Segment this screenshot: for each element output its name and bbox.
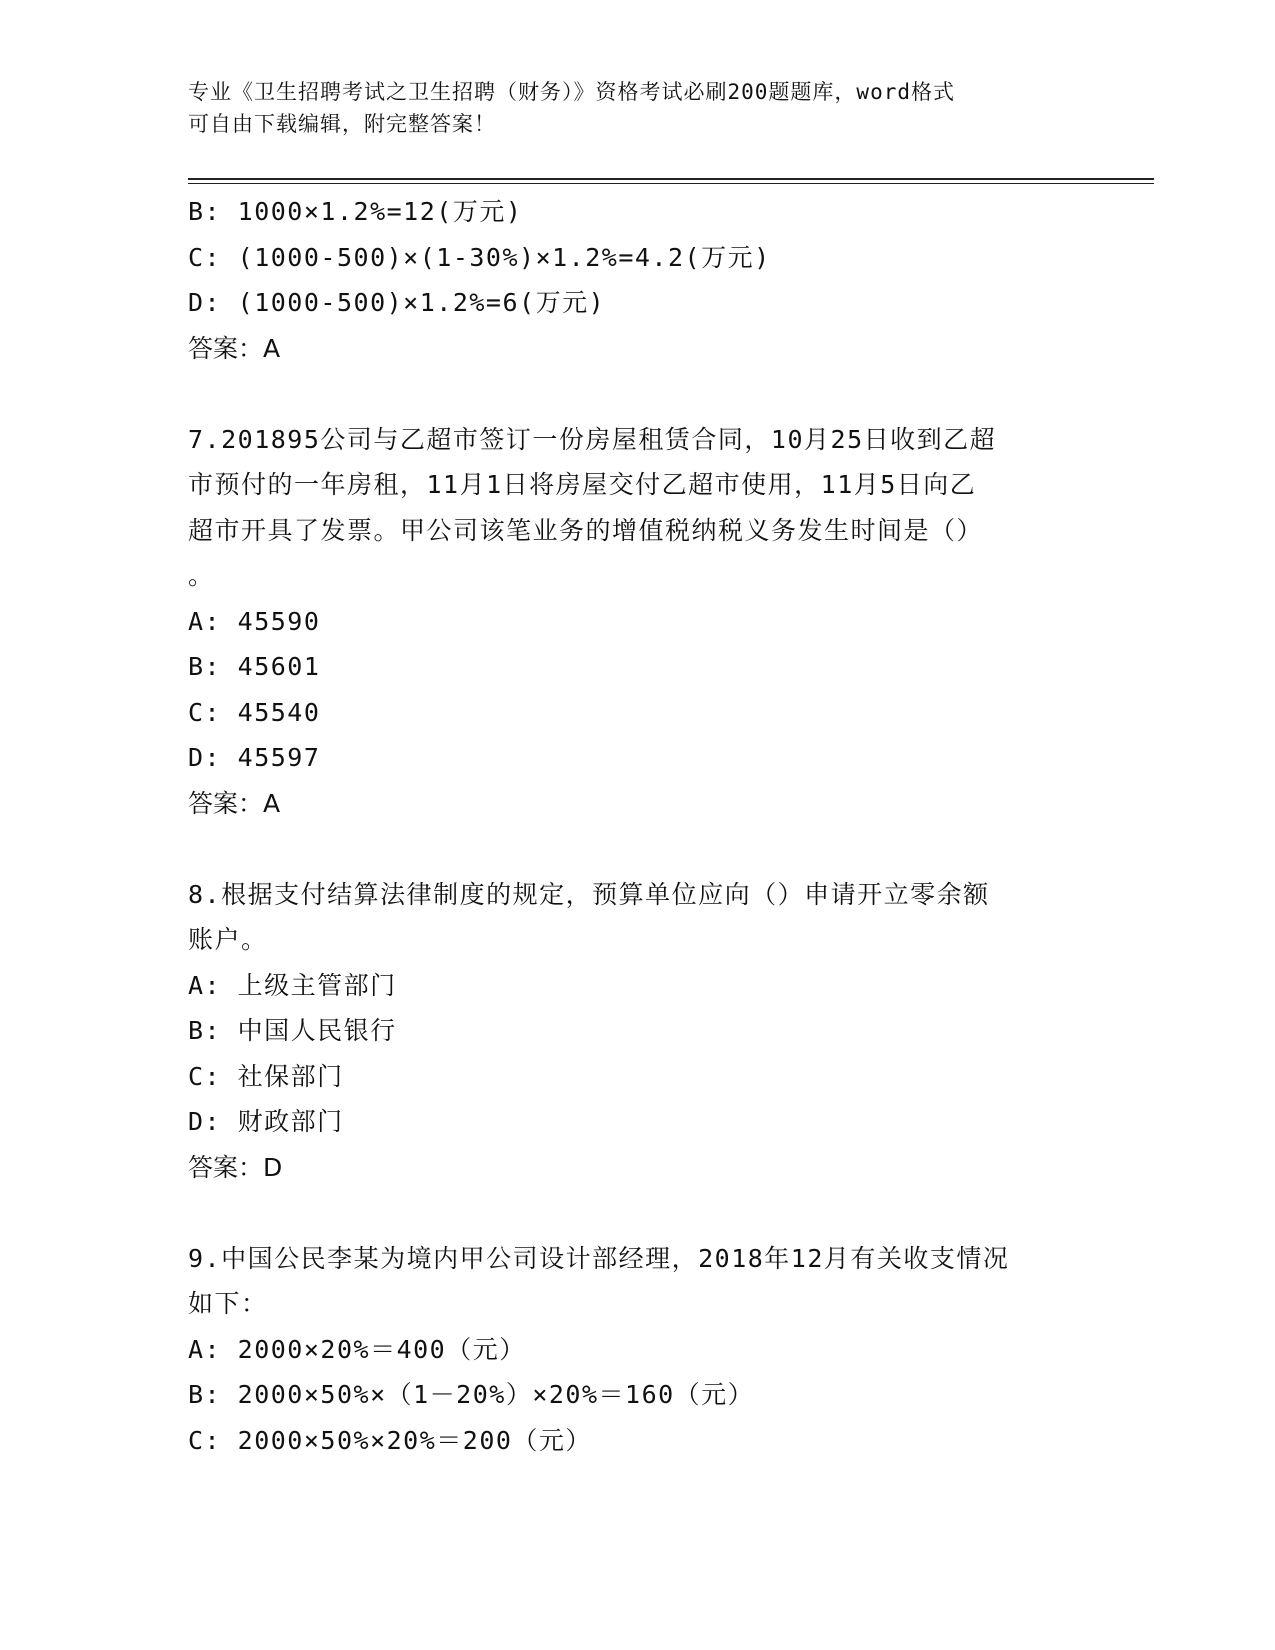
spacer	[188, 826, 1088, 872]
question-8	[188, 872, 1088, 1191]
option-b: B: 2000×50%×（1－20%）×20%＝160（元）	[188, 1380, 755, 1409]
header-divider-thin	[188, 183, 1154, 184]
header-divider-thick	[188, 178, 1154, 180]
question-9	[188, 1236, 1088, 1464]
question-stem-line: 8.根据支付结算法律制度的规定，预算单位应向（）申请开立零余额	[188, 879, 990, 909]
option-a: A: 2000×20%＝400（元）	[188, 1334, 526, 1364]
answer-line: 答案：A	[188, 788, 281, 818]
question-list	[188, 189, 1088, 1463]
question-stem-line: 超市开具了发票。甲公司该笔业务的增值税纳税义务发生时间是（）	[188, 515, 984, 545]
question-stem-line: 。	[188, 561, 215, 590]
answer-line: 答案：D	[188, 1152, 283, 1182]
option-b: B: 中国人民银行	[188, 1016, 397, 1045]
question-stem-line: 账户。	[188, 925, 268, 954]
question-stem-line: 如下：	[188, 1289, 268, 1318]
option-c: C: (1000-500)×(1-30%)×1.2%=4.2(万元)	[188, 242, 771, 272]
question-stem-line: 9.中国公民李某为境内甲公司设计部经理，2018年12月有关收支情况	[188, 1243, 1010, 1273]
spacer	[188, 1190, 1088, 1236]
answer-line: 答案：A	[188, 333, 281, 363]
option-c: C: 社保部门	[188, 1061, 344, 1091]
option-b: B: 1000×1.2%=12(万元)	[188, 197, 523, 226]
option-c: C: 2000×50%×20%＝200（元）	[188, 1425, 592, 1455]
option-c: C: 45540	[188, 697, 321, 727]
option-a: A: 45590	[188, 606, 321, 636]
option-b: B: 45601	[188, 652, 321, 681]
option-a: A: 上级主管部门	[188, 970, 397, 1000]
option-d: D: 财政部门	[188, 1107, 344, 1136]
header-line-1: 专业《卫生招聘考试之卫生招聘（财务）》资格考试必刷200题题库，word格式	[188, 80, 955, 104]
question-7	[188, 417, 1088, 827]
option-d: D: 45597	[188, 743, 321, 772]
spacer	[188, 371, 1088, 417]
question-6-tail	[188, 189, 1088, 371]
header-line-2: 可自由下载编辑，附完整答案！	[188, 112, 496, 136]
question-stem-line: 市预付的一年房租，11月1日将房屋交付乙超市使用，11月5日向乙	[188, 470, 977, 499]
option-d: D: (1000-500)×1.2%=6(万元)	[188, 288, 606, 317]
question-stem-line: 7.201895公司与乙超市签订一份房屋租赁合同，10月25日收到乙超	[188, 424, 997, 454]
document-header	[188, 76, 1068, 140]
